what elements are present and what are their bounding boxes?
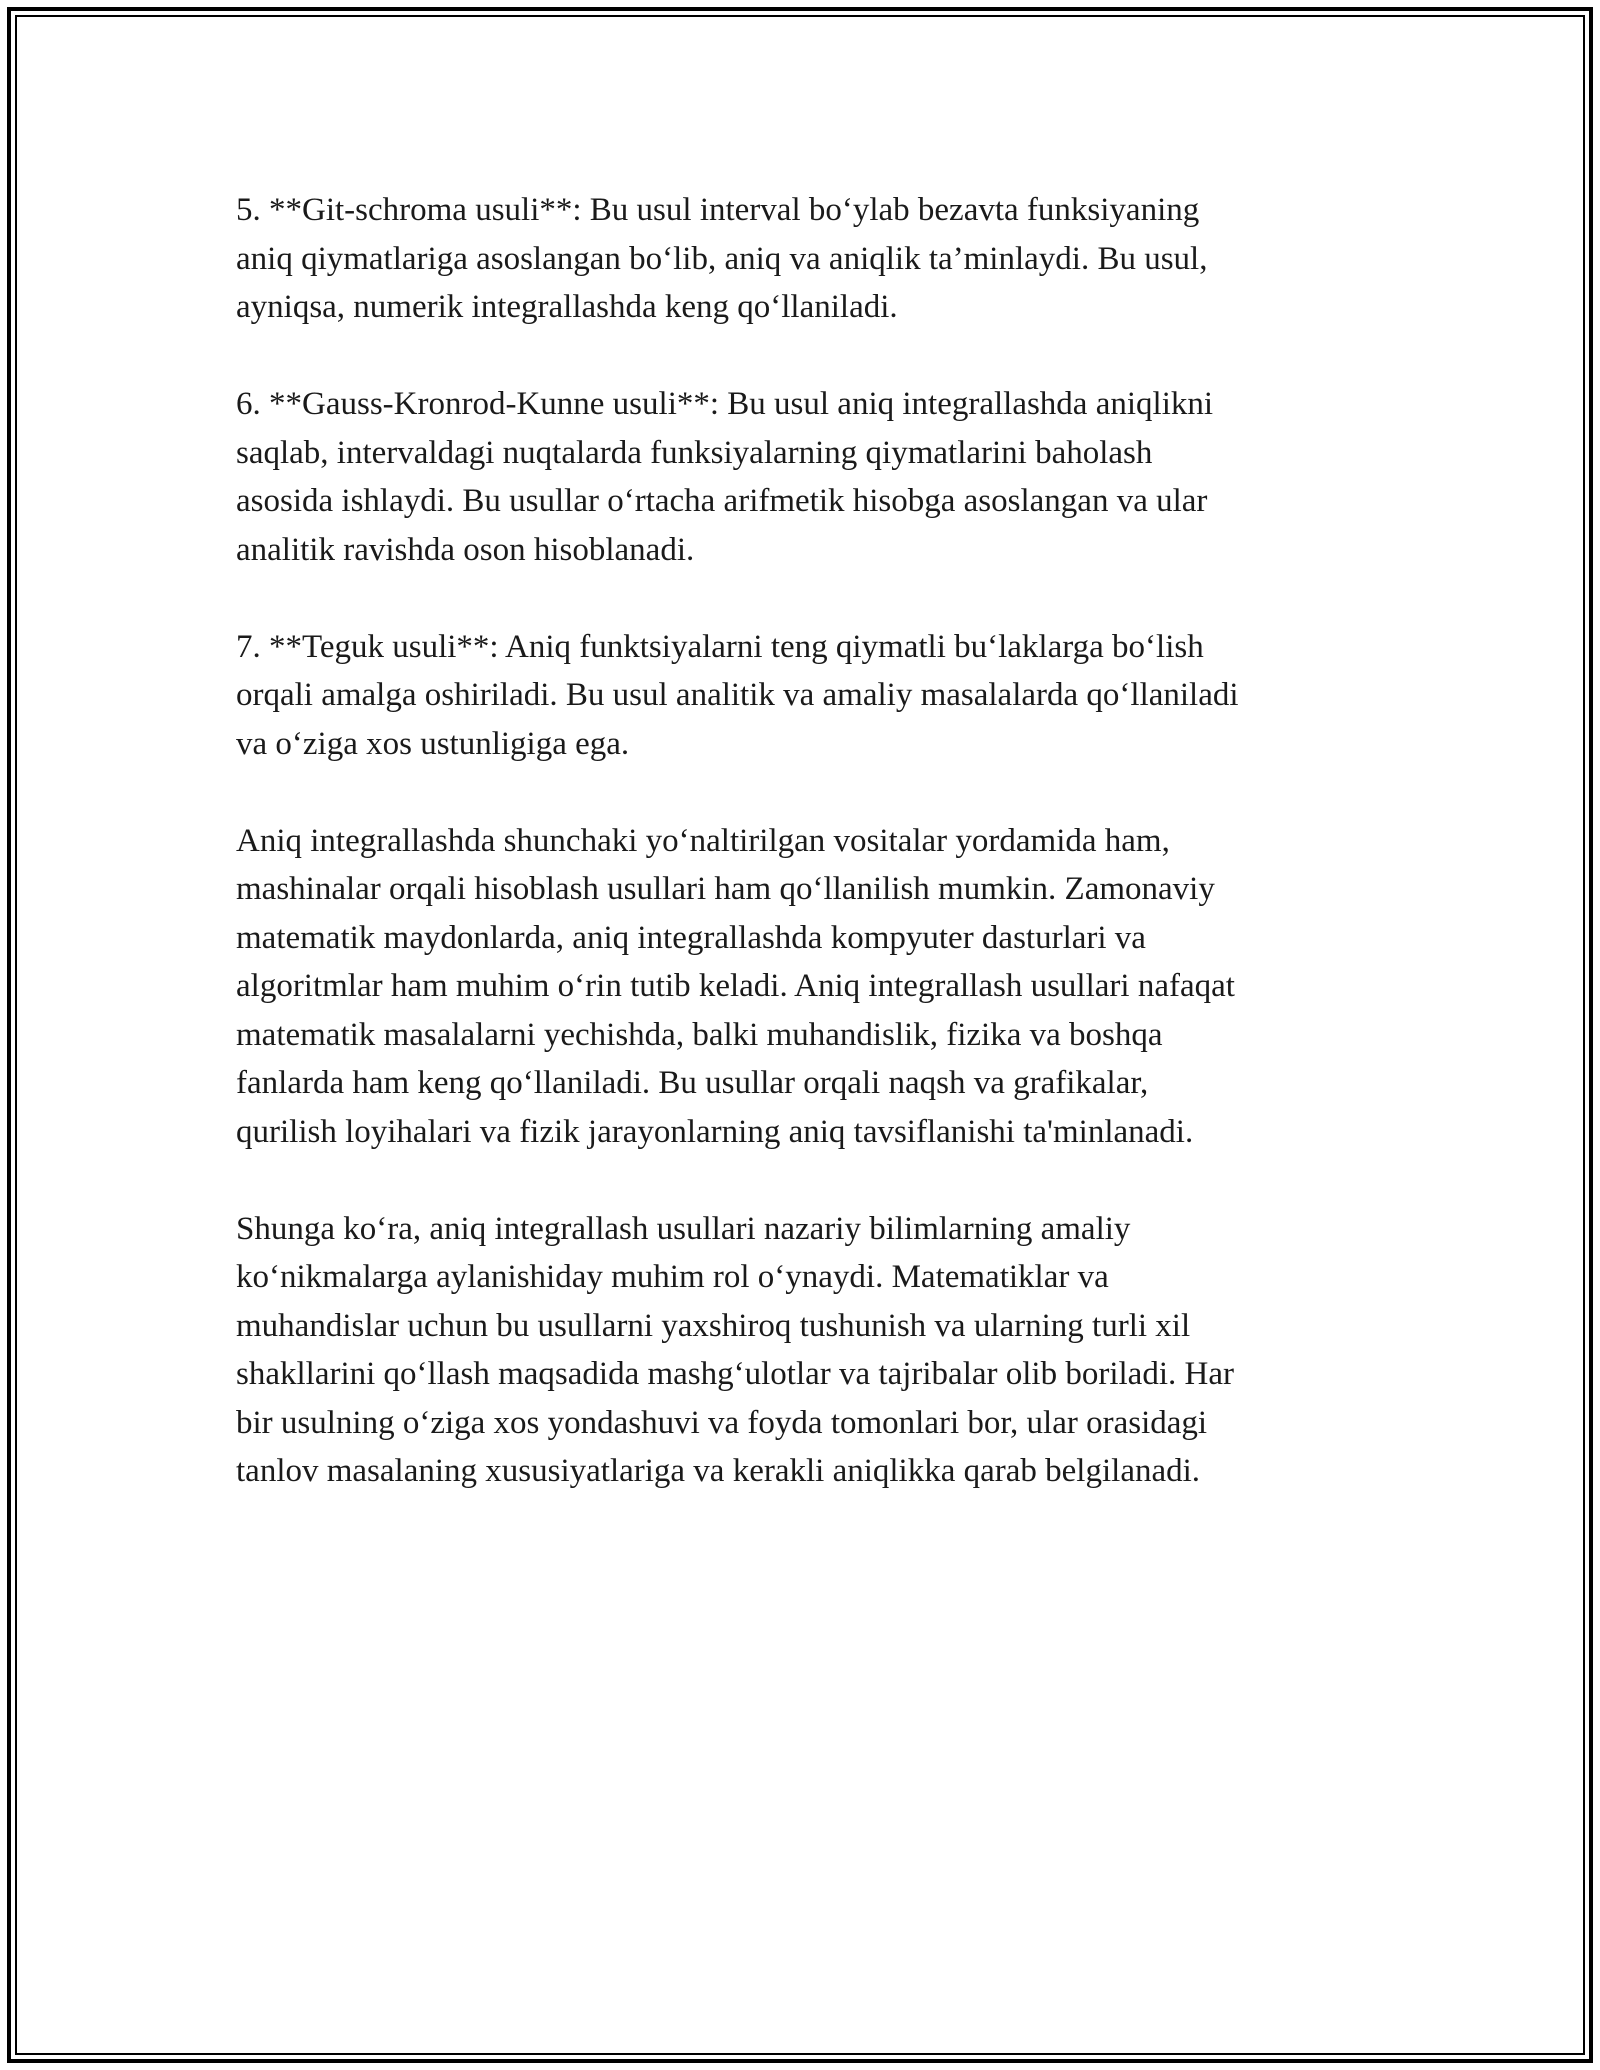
text-line: Shunga ko‘ra, aniq integrallash usullari nazariy bilimlarning amaliy [236,1210,1131,1247]
paragraph-method-5 [236,186,1366,332]
text-line: matematik masalalarni yechishda, balki muhandislik, fizika va boshqa [236,1016,1163,1053]
text-line: orqali amalga oshiriladi. Bu usul analitik va amaliy masalalarda qo‘llaniladi [236,677,1239,713]
text-line: Aniq integrallashda shunchaki yo‘naltirilgan vositalar yordamida ham, [236,822,1170,859]
text-line: ko‘nikmalarga aylanishiday muhim rol o‘ynaydi. Matematiklar va [236,1259,1109,1295]
text-line: analitik ravishda oson hisoblanadi. [236,531,695,568]
text-line: aniq qiymatlariga asoslangan bo‘lib, aniq va aniqlik ta’minlaydi. Bu usul, [236,240,1208,277]
text-line: 6. **Gauss-Kronrod-Kunne usuli**: Bu usul aniq integrallashda aniqlikni [236,386,1214,422]
text-line: muhandislar uchun bu usullarni yaxshiroq tushunish va ularning turli xil [236,1307,1191,1344]
text-line: fanlarda ham keng qo‘llaniladi. Bu usullar orqali naqsh va grafikalar, [236,1065,1149,1101]
text-line: mashinalar orqali hisoblash usullari ham qo‘llanilish mumkin. Zamonaviy [236,871,1215,907]
text-line: va o‘ziga xos ustunligiga ega. [236,725,630,762]
paragraph-computational-methods [236,817,1366,1157]
paragraph-conclusion [236,1205,1366,1496]
document-body [236,186,1366,1544]
text-line: qurilish loyihalari va fizik jarayonlarning aniq tavsiflanishi ta'minlanadi. [236,1113,1194,1150]
text-line: ayniqsa, numerik integrallashda keng qo‘llaniladi. [236,289,898,325]
text-line: algoritmlar ham muhim o‘rin tutib keladi. Aniq integrallash usullari nafaqat [236,968,1235,1004]
text-line: 5. **Git-schroma usuli**: Bu usul interval bo‘ylab bezavta funksiyaning [236,192,1200,228]
paragraph-method-7 [236,623,1366,769]
text-line: tanlov masalaning xususiyatlariga va kerakli aniqlikka qarab belgilanadi. [236,1453,1201,1489]
text-line: shakllarini qo‘llash maqsadida mashg‘ulotlar va tajribalar olib boriladi. Har [236,1356,1234,1392]
paragraph-method-6 [236,380,1366,574]
text-line: saqlab, intervaldagi nuqtalarda funksiyalarning qiymatlarini baholash [236,434,1153,471]
text-line: 7. **Teguk usuli**: Aniq funktsiyalarni teng qiymatli bu‘laklarga bo‘lish [236,628,1204,665]
text-line: matematik maydonlarda, aniq integrallashda kompyuter dasturlari va [236,919,1146,956]
text-line: asosida ishlaydi. Bu usullar o‘rtacha arifmetik hisobga asoslangan va ular [236,483,1208,519]
text-line: bir usulning o‘ziga xos yondashuvi va foyda tomonlari bor, ular orasidagi [236,1404,1208,1441]
